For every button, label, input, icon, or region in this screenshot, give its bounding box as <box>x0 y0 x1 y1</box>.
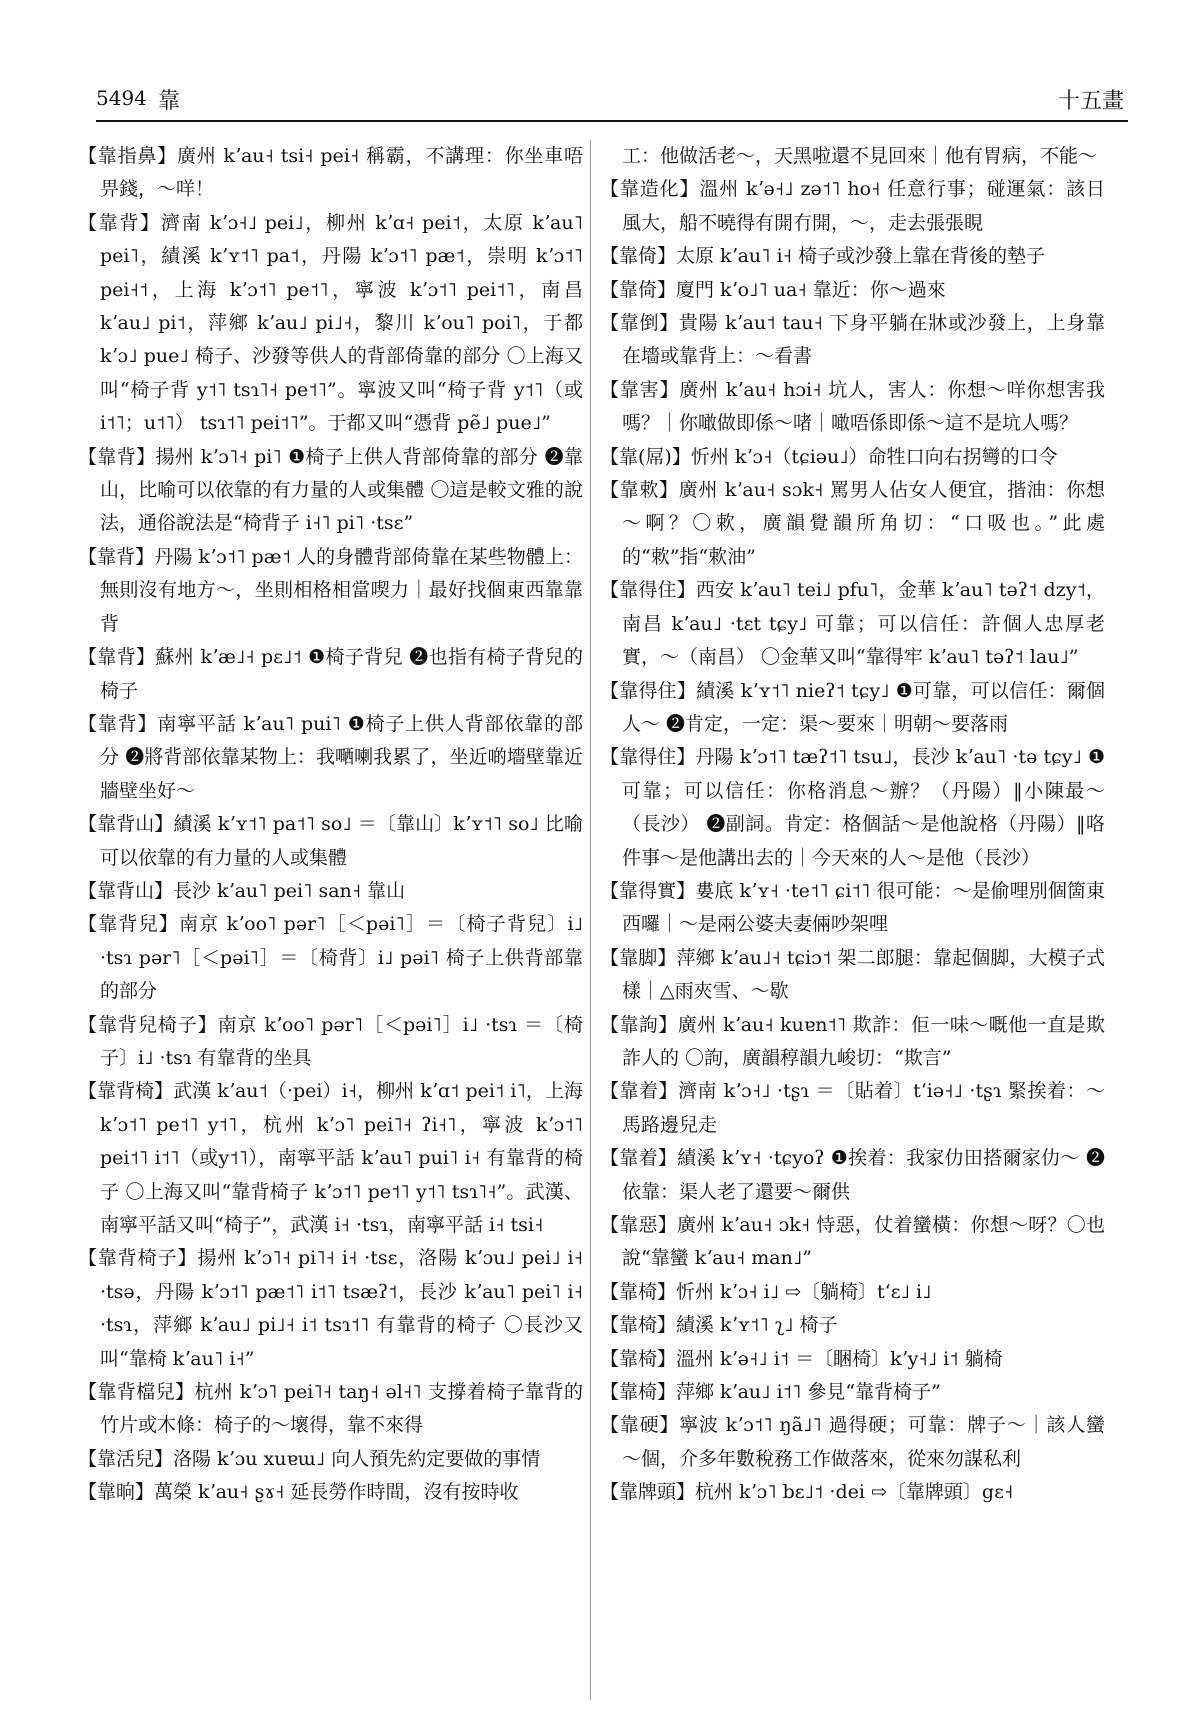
entry: 【靠背】蘇州 kʼæ˩˧ pɛ˩˦ ❶椅子背兒 ❷也指有椅子背兒的椅子 <box>78 646 583 702</box>
entry: 【靠害】廣州 kʼau˧ hɔi˧ 坑人，害人：你想～咩你想害我嗎？｜你噉做即係～啫｜噉唔係即係～這不是坑人嗎？ <box>600 378 1105 435</box>
entry: 【靠牌頭】杭州 kʼɔ˥ bɛ˩˦ ·dei ⇨〔靠牌頭〕gɛ˧ <box>600 1481 1014 1504</box>
entry: 【靠着】績溪 kʼʏ˧ ·tɕyoʔ ❶挨着：我家仂田搭爾家仂～ ❷依靠：渠人老了還要～爾供 <box>600 1147 1105 1203</box>
entry: 【靠造化】溫州 kʼə˧˩ zə˦˥ ho˧ 任意行事；碰運氣：該日風大，船不曉得有開冇開，～，走去張張睍 <box>600 178 1105 234</box>
entry: 【靠背椅】武漢 kʼau˦（·pei）i˧，柳州 kʼɑ˦ pei˦ i˥，上海 kʼɔ˦˥ pe˦˥ y˦˥，杭州 kʼɔ˥ pei˥˧ ʔi˧˥，寧波 kʼɔ˦˥ pei˦˥ i˦˥（或y˦˥），南寧平話 kʼau˥ pui˥ i˧ 有靠背的椅子 〇上海又叫“靠背椅子 kʼɔ˦˥ pe˦˥ y˦˥ tsɿ˥˧”。武漢、南寧平話又叫“椅子”，武漢 i˧ ·tsɿ，南寧平話 i˧ tsi˧ <box>78 1080 583 1236</box>
entry: 【靠倒】貴陽 kʼau˦ tau˧ 下身平躺在牀或沙發上，上身靠在墻或靠背上：～看書 <box>600 312 1105 368</box>
entry: 【靠硬】寧波 kʼɔ˦˥ ŋã˩˥ 過得硬；可靠：牌子～｜該人蠻～個，介多年數稅務工作做落來，從來勿謀私利 <box>600 1414 1105 1470</box>
entry: 【靠背】揚州 kʼɔ˥˧ pi˥ ❶椅子上供人背部倚靠的部分 ❷靠山，比喻可以依靠的有力量的人或集體 〇這是較文雅的說法，通俗說法是“椅背子 i˧˥ pi˥ ·tsɛ” <box>78 445 583 535</box>
entry: 【靠椅】績溪 kʼʏ˦˥ ʅ˩ 椅子 <box>600 1314 838 1337</box>
entry: 【靠背兒椅子】南京 kʼoo˥ pər˥［＜pəi˥］i˩ ·tsɿ ＝〔椅子〕i˩ ·tsɿ 有靠背的坐具 <box>78 1013 583 1069</box>
entry: 【靠得住】績溪 kʼʏ˦˥ nieʔ˦ tɕy˩ ❶可靠，可以信任：爾個人～ ❷肯定，一定：渠～要來｜明朝～要落雨 <box>600 679 1105 735</box>
entry: 【靠背兒】南京 kʼoo˥ pər˥［＜pəi˥］＝〔椅子背兒〕i˩ ·tsɿ pər˥［＜pəi˥］＝〔椅背〕i˩ pəi˥ 椅子上供背部靠的部分 <box>78 913 583 1003</box>
entry: 【靠惡】廣州 kʼau˧ ɔk˧ 恃惡，仗着蠻橫：你想～呀？〇也說“靠蠻 kʼau˧ man˩” <box>600 1214 1105 1270</box>
entry: 【靠背山】績溪 kʼʏ˦˥ pa˦˥ so˩ ＝〔靠山〕kʼʏ˦˥ so˩ 比喻可以依靠的有力量的人或集體 <box>78 813 583 869</box>
column-divider <box>590 140 591 1700</box>
entry-continuation: 工：他做活老～，天黑啦還不見回來｜他有胃病，不能～ <box>622 145 1098 167</box>
entry: 【靠指鼻】廣州 kʼau˧ tsi˧ pei˧ 稱霸，不講理：你坐車唔畀錢，～咩！ <box>78 145 583 201</box>
entry: 【靠欶】廣州 kʼau˧ sɔk˧ 罵男人佔女人便宜，揩油：你想～啊？〇欶，廣韻覺韻所角切：“口吸也。”此處的“欶”指“欶油” <box>600 479 1105 568</box>
entry: 【靠活兒】洛陽 kʼɔu xuɐɯ˩ 向人預先約定要做的事情 <box>78 1447 541 1470</box>
entry: 【靠得住】丹陽 kʼɔ˦˥ tæʔ˦˥ tsu˩，長沙 kʼau˥ ·tə tɕy˩ ❶可靠；可以信任：你格消息～辦？（丹陽）‖小陳最～（長沙） ❷副詞。肯定：格個話～是他說格（丹陽）‖咯件事～是他講出去的｜今天來的人～是他（長沙） <box>600 746 1105 869</box>
entry: 【靠得住】西安 kʼau˥ tei˩ pfu˥，金華 kʼau˥ təʔ˦ dzy˦，南昌 kʼau˩ ·tɛt tɕy˩ 可靠；可以信任：許個人忠厚老實，～（南昌） 〇金華又叫“靠得牢 kʼau˥ təʔ˦ lau˩” <box>600 579 1105 669</box>
entry: 【靠椅】萍鄉 kʼau˩ i˦˥ 參見“靠背椅子” <box>600 1381 941 1404</box>
entry: 【靠背椅子】揚州 kʼɔ˥˧ pi˥˧ i˧ ·tsɛ，洛陽 kʼɔu˩ pei˩ i˧ ·tsə，丹陽 kʼɔ˦˥ pæ˦˥ i˦˥ tsæʔ˦，長沙 kʼau˥ pei˥ i˧ ·tsɿ，萍鄉 kʼau˩ pi˩˧ i˦ tsɿ˦˥ 有靠背的椅子 〇長沙又叫“靠椅 kʼau˥ i˧” <box>78 1247 583 1370</box>
entry: 【靠背】南寧平話 kʼau˥ pui˥ ❶椅子上供人背部依靠的部分 ❷將背部依靠某物上：我嗮喇我累了，坐近啲墻壁靠近牆壁坐好～ <box>78 712 583 802</box>
entry: 【靠椅】忻州 kʼɔ˧ i˩ ⇨〔躺椅〕tʻɛ˩ i˩ <box>600 1280 932 1303</box>
entry: 【靠脚】萍鄉 kʼau˩˧ tɕiɔ˦ 架二郎腿：靠起個脚，大模子式樣｜△雨夾雪、～歇 <box>600 946 1105 1003</box>
entry: 【靠(屌)】忻州 kʼɔ˧（tɕiəu˩）命牲口向右拐彎的口令 <box>600 445 1058 468</box>
entry: 【靠晌】萬榮 kʼau˧ ʂɤ˧ 延長勞作時間，沒有按時收 <box>78 1481 519 1504</box>
entry: 【靠倚】廈門 kʼo˩˥ ua˧ 靠近：你～過來 <box>600 278 946 301</box>
entry: 【靠背檔兒】杭州 kʼɔ˥ pei˥˧ taŋ˧ əl˧˥ 支撐着椅子靠背的竹片或木條：椅子的～壞得，靠不來得 <box>78 1381 583 1437</box>
left-column <box>78 140 583 1510</box>
entry: 【靠得實】婁底 kʼʏ˧ ·te˦˥ ɕi˦˥ 很可能：～是偷哩別個箇東西囉｜～是兩公婆夫妻倆吵架哩 <box>600 879 1105 936</box>
entry: 【靠椅】溫州 kʼə˧˩ i˦ ＝〔睏椅〕kʼy˧˩ i˦ 躺椅 <box>600 1347 1003 1370</box>
entry: 【靠訽】廣州 kʼau˧ kuɐn˦˥ 欺詐：佢一味～嘅他一直是欺詐人的 〇訽，廣韻稕韻九峻切：“欺言” <box>600 1013 1105 1069</box>
head-character: 靠 <box>158 89 181 114</box>
entry: 【靠背】丹陽 kʼɔ˦˥ pæ˦ 人的身體背部倚靠在某些物體上：無則沒有地方～，坐則相格相當喫力｜最好找個東西靠靠背 <box>78 545 583 635</box>
page-header <box>96 80 1128 122</box>
right-column <box>600 140 1105 1510</box>
page-number: 5494 <box>96 86 147 110</box>
stroke-count: 十五畫 <box>1057 89 1124 114</box>
entry: 【靠着】濟南 kʼɔ˧˩ ·tʂɿ ＝〔貼着〕tʻiə˧˩ ·tʂɿ 緊挨着：～馬路邊兒走 <box>600 1080 1105 1136</box>
entry: 【靠背】濟南 kʼɔ˧˩ pei˩，柳州 kʼɑ˧ pei˦，太原 kʼau˥ pei˥，績溪 kʼʏ˦˥ pa˦，丹陽 kʼɔ˦˥ pæ˦，崇明 kʼɔ˦˥ pei˧˦，上海 kʼɔ˦˥ pe˦˥，寧波 kʼɔ˦˥ pei˦˥，南昌 kʼau˩ pi˦，萍鄉 kʼau˩ pi˩˧，黎川 kʼou˥ poi˥，于都 kʼɔ˩ pue˩ 椅子、沙發等供人的背部倚靠的部分 〇上海又叫“椅子背 y˦˥ tsɿ˥˧ pe˦˥”。寧波又叫“椅子背 y˦˥（或 i˦˥；u˦˥） tsɿ˦˥ pei˦˥”。于都又叫“憑背 pẽ˩ pue˩” <box>78 211 583 435</box>
entry: 【靠背山】長沙 kʼau˥ pei˥ san˧ 靠山 <box>78 879 406 902</box>
entry: 【靠倚】太原 kʼau˥ i˧ 椅子或沙發上靠在背後的墊子 <box>600 245 1046 268</box>
